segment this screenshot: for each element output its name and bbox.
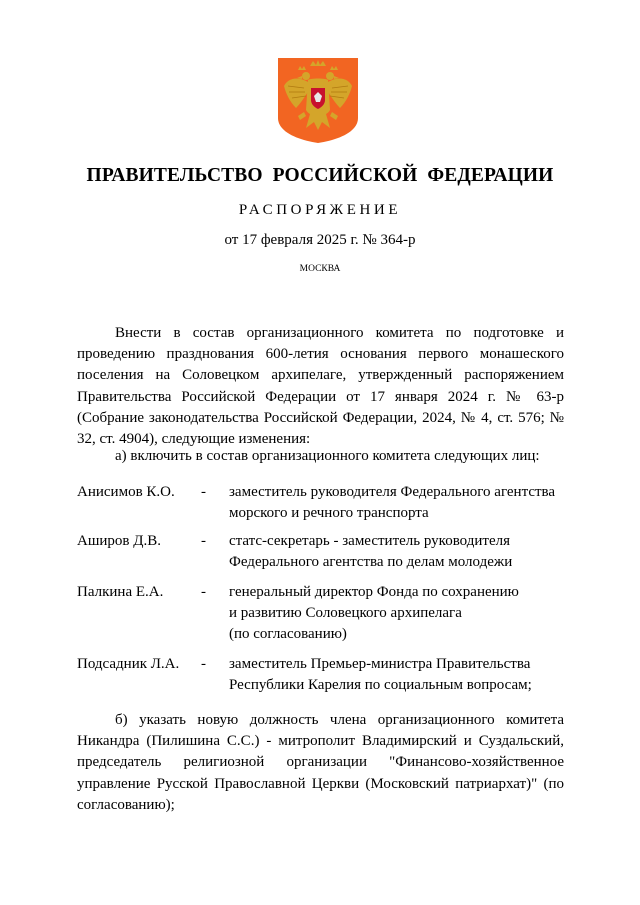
member-position: генеральный директор Фонда по сохранению и развитию Соловецкого архипелага (по согласованию) xyxy=(229,584,519,642)
member-name: Анисимов К.О. xyxy=(77,484,175,500)
member-position: заместитель руководителя Федерального агентства морского и речного транспорта xyxy=(229,484,556,521)
member-name: Палкина Е.А. xyxy=(77,584,164,600)
member-position: заместитель Премьер-министра Правительства Республики Карелия по социальным вопросам; xyxy=(229,656,532,693)
member-name: Аширов Д.В. xyxy=(77,533,161,549)
item-b-paragraph: б) указать новую должность члена организационного комитета Никандра (Пилишина С.С.) - митрополит Владимирский и Суздальский, председатель религиозной организации "Финансово-хозяйственное управление Русской Православной Церкви (Московский патриархат)" (по согласованию); xyxy=(77,712,564,813)
coat-of-arms-icon xyxy=(276,56,360,144)
member-dash: - xyxy=(201,533,206,549)
item-a-paragraph: а) включить в состав организационного комитета следующих лиц: xyxy=(115,448,540,464)
document-date-number: от 17 февраля 2025 г. № 364-р xyxy=(224,232,416,248)
member-name: Подсадник Л.А. xyxy=(77,656,180,672)
document-type: РАСПОРЯЖЕНИЕ xyxy=(238,202,402,218)
intro-paragraph: Внести в состав организационного комитета по подготовке и проведению празднования 600-летия основания первого монашеского поселения на Соловецком архипелаге, утвержденный распоряжением Правительства Российской Федерации от 17 января 2024 г. № 63-р (Собрание законодательства Российской Федерации, 2024, № 4, ст. 576; № 32, ст. 4904), следующие изменения: xyxy=(77,325,564,448)
government-title: ПРАВИТЕЛЬСТВО РОССИЙСКОЙ ФЕДЕРАЦИИ xyxy=(86,165,554,186)
member-dash: - xyxy=(201,584,206,600)
member-position: статс-секретарь - заместитель руководителя Федерального агентства по делам молодежи xyxy=(229,533,513,570)
member-dash: - xyxy=(201,484,206,500)
member-dash: - xyxy=(201,656,206,672)
city-label: МОСКВА xyxy=(299,264,341,274)
